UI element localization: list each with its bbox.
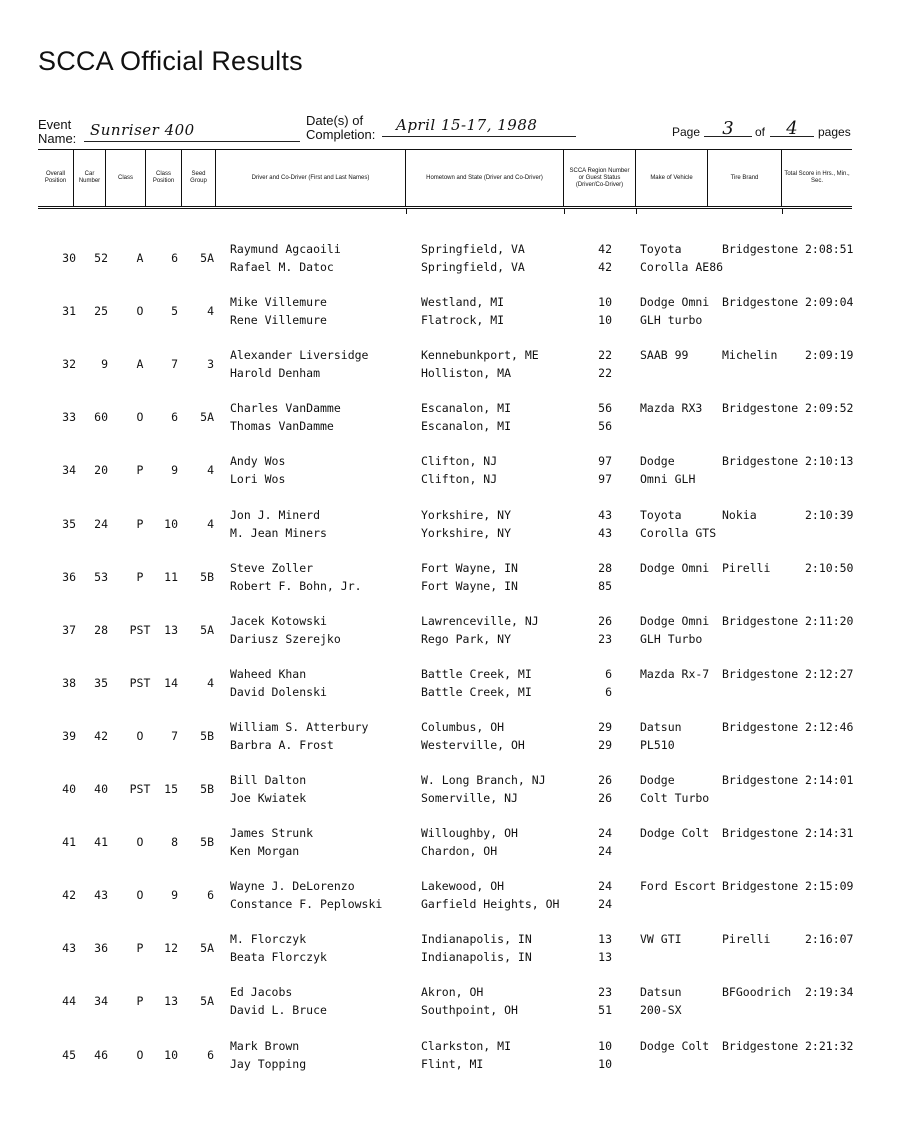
driver-hometown: Fort Wayne, IN: [421, 560, 518, 575]
event-name-field: [84, 123, 300, 142]
co-driver-region: 6: [605, 684, 612, 699]
vehicle-make: Dodge Omni: [640, 560, 710, 575]
seed-group: 5A: [200, 941, 214, 956]
tire-brand: BFGoodrich: [722, 985, 792, 1000]
co-driver-name: Robert F. Bohn, Jr.: [230, 578, 362, 593]
tire-brand: Bridgestone: [722, 719, 799, 734]
class: A: [136, 357, 144, 372]
class-position: 12: [164, 941, 178, 956]
co-driver-region: 10: [598, 313, 612, 328]
driver-region: 56: [598, 401, 612, 416]
total-score: 2:09:04: [805, 295, 854, 310]
driver-region: 97: [598, 454, 612, 469]
driver-region: 22: [598, 348, 612, 363]
co-driver-hometown: Battle Creek, MI: [421, 684, 532, 699]
divider-tick: [406, 208, 407, 214]
table-row: [0, 506, 900, 546]
header-seed-group: Seed Group: [182, 150, 216, 206]
vehicle-make: Ford Escort: [640, 879, 717, 894]
class-position: 14: [164, 675, 178, 690]
driver-hometown: Escanalon, MI: [421, 401, 512, 416]
vehicle-make: Datsun: [640, 985, 682, 1000]
driver-name: Steve Zoller: [230, 560, 314, 575]
table-row: [0, 559, 900, 599]
table-row: [0, 612, 900, 652]
vehicle-make: Dodge Omni: [640, 613, 710, 628]
tire-brand: Nokia: [722, 507, 757, 522]
vehicle-make: VW GTI: [640, 932, 682, 947]
co-driver-hometown: Westerville, OH: [421, 737, 525, 752]
driver-hometown: W. Long Branch, NJ: [421, 773, 546, 787]
class-position: 13: [164, 622, 178, 637]
driver-name: M. Florczyk: [230, 932, 307, 947]
page-title: SCCA Official Results: [38, 46, 303, 76]
vehicle-model: GLH turbo: [640, 313, 703, 328]
overall-position: 43: [62, 941, 76, 956]
header-make: Make of Vehicle: [636, 150, 708, 206]
driver-name: Alexander Liversidge: [230, 348, 369, 363]
driver-hometown: Akron, OH: [421, 985, 484, 1000]
class-position: 9: [171, 888, 178, 903]
co-driver-hometown: Garfield Heights, OH: [421, 897, 560, 912]
co-driver-region: 97: [598, 472, 612, 487]
header-region: SCCA Region Number or Guest Status (Driver/Co-Driver): [564, 150, 636, 206]
vehicle-model: PL510: [640, 737, 675, 752]
driver-hometown: Springfield, VA: [421, 242, 525, 256]
total-score: 2:16:07: [805, 932, 854, 947]
seed-group: 6: [207, 1047, 214, 1062]
driver-region: 10: [598, 1038, 612, 1053]
vehicle-make: Dodge: [640, 773, 675, 787]
class: P: [136, 516, 144, 531]
vehicle-model: 200-SX: [640, 1003, 682, 1018]
class: P: [136, 994, 144, 1009]
co-driver-hometown: Escanalon, MI: [421, 419, 512, 434]
overall-position: 31: [62, 304, 76, 319]
class-position: 15: [164, 782, 178, 796]
date-label: Date(s) of Completion:: [306, 113, 376, 142]
driver-region: 26: [598, 773, 612, 787]
table-row: [0, 240, 900, 280]
co-driver-hometown: Somerville, NJ: [421, 791, 518, 805]
overall-position: 32: [62, 357, 76, 372]
class: O: [136, 888, 144, 903]
overall-position: 42: [62, 888, 76, 903]
total-score: 2:08:51: [805, 242, 854, 256]
class-position: 5: [171, 304, 178, 319]
class-position: 7: [171, 728, 178, 743]
co-driver-hometown: Indianapolis, IN: [421, 950, 532, 965]
vehicle-make: Dodge Colt: [640, 1038, 710, 1053]
co-driver-name: Barbra A. Frost: [230, 737, 334, 752]
class: PST: [129, 782, 151, 796]
header-class: Class: [106, 150, 146, 206]
vehicle-model: Corolla AE86: [640, 260, 724, 274]
class: PST: [129, 675, 151, 690]
car-number: 35: [94, 675, 108, 690]
co-driver-region: 24: [598, 897, 612, 912]
class-position: 6: [171, 410, 178, 425]
co-driver-name: Rene Villemure: [230, 313, 327, 328]
class-position: 11: [164, 569, 178, 584]
driver-region: 42: [598, 242, 612, 256]
overall-position: 45: [62, 1047, 76, 1062]
seed-group: 5A: [200, 410, 214, 425]
class-position: 13: [164, 994, 178, 1009]
total-score: 2:14:31: [805, 826, 854, 841]
car-number: 34: [94, 994, 108, 1009]
seed-group: 3: [207, 357, 214, 372]
co-driver-name: David Dolenski: [230, 684, 327, 699]
co-driver-region: 85: [598, 578, 612, 593]
driver-name: William S. Atterbury: [230, 719, 369, 734]
vehicle-make: SAAB 99: [640, 348, 689, 363]
table-row: [0, 399, 900, 439]
table-row: [0, 824, 900, 864]
class-position: 9: [171, 463, 178, 478]
co-driver-hometown: Southpoint, OH: [421, 1003, 518, 1018]
driver-hometown: Battle Creek, MI: [421, 666, 532, 681]
tire-brand: Michelin: [722, 348, 778, 363]
tire-brand: Pirelli: [722, 932, 771, 947]
driver-region: 13: [598, 932, 612, 947]
overall-position: 37: [62, 622, 76, 637]
driver-name: Ed Jacobs: [230, 985, 293, 1000]
header-overall-position: Overall Position: [38, 150, 74, 206]
co-driver-region: 29: [598, 737, 612, 752]
page-number: 3: [704, 118, 752, 137]
class: P: [136, 941, 144, 956]
driver-region: 23: [598, 985, 612, 1000]
class-position: 6: [171, 251, 178, 265]
class: P: [136, 569, 144, 584]
seed-group: 5A: [200, 622, 214, 637]
co-driver-hometown: Springfield, VA: [421, 260, 525, 274]
total-score: 2:19:34: [805, 985, 854, 1000]
class: O: [136, 835, 144, 850]
co-driver-name: M. Jean Miners: [230, 525, 327, 540]
car-number: 36: [94, 941, 108, 956]
driver-hometown: Willoughby, OH: [421, 826, 518, 841]
total-score: 2:09:52: [805, 401, 854, 416]
class: P: [136, 463, 144, 478]
table-row: [0, 452, 900, 492]
driver-name: Jacek Kotowski: [230, 613, 327, 628]
header-hometown: Hometown and State (Driver and Co-Driver): [406, 150, 564, 206]
vehicle-make: Dodge Omni: [640, 295, 710, 310]
total-score: 2:09:19: [805, 348, 854, 363]
total-score: 2:10:13: [805, 454, 854, 469]
co-driver-name: Constance F. Peplowski: [230, 897, 383, 912]
driver-region: 24: [598, 879, 612, 894]
driver-region: 28: [598, 560, 612, 575]
total-score: 2:14:01: [805, 773, 854, 787]
vehicle-make: Dodge: [640, 454, 675, 469]
header-driver: Driver and Co-Driver (First and Last Names): [216, 150, 406, 206]
class: O: [136, 728, 144, 743]
overall-position: 34: [62, 463, 76, 478]
co-driver-name: Rafael M. Datoc: [230, 260, 334, 274]
total-score: 2:10:50: [805, 560, 854, 575]
tire-brand: Bridgestone: [722, 666, 799, 681]
driver-name: Charles VanDamme: [230, 401, 341, 416]
header-divider: [38, 208, 852, 209]
class: O: [136, 304, 144, 319]
table-row: [0, 718, 900, 758]
co-driver-region: 51: [598, 1003, 612, 1018]
overall-position: 30: [62, 251, 76, 265]
table-row: [0, 293, 900, 333]
co-driver-region: 22: [598, 366, 612, 381]
car-number: 43: [94, 888, 108, 903]
car-number: 25: [94, 304, 108, 319]
seed-group: 4: [207, 304, 214, 319]
tire-brand: Bridgestone: [722, 242, 799, 256]
table-header: [38, 149, 852, 207]
page-label: Page: [672, 125, 701, 139]
driver-name: Andy Wos: [230, 454, 286, 469]
tire-brand: Bridgestone: [722, 613, 799, 628]
seed-group: 5A: [200, 251, 214, 265]
tire-brand: Bridgestone: [722, 1038, 799, 1053]
co-driver-name: Lori Wos: [230, 472, 286, 487]
table-row: [0, 771, 900, 811]
co-driver-name: Jay Topping: [230, 1056, 307, 1071]
co-driver-name: Joe Kwiatek: [230, 791, 307, 805]
class: O: [136, 410, 144, 425]
car-number: 41: [94, 835, 108, 850]
of-label: of: [755, 125, 766, 139]
car-number: 28: [94, 622, 108, 637]
class-position: 7: [171, 357, 178, 372]
driver-hometown: Clifton, NJ: [421, 454, 498, 469]
seed-group: 5A: [200, 994, 214, 1009]
tire-brand: Bridgestone: [722, 454, 799, 469]
co-driver-hometown: Rego Park, NY: [421, 631, 512, 646]
class: A: [136, 251, 144, 265]
class-position: 8: [171, 835, 178, 850]
table-row: [0, 346, 900, 386]
seed-group: 5B: [200, 728, 214, 743]
vehicle-make: Dodge Colt: [640, 826, 710, 841]
date-field: [382, 118, 576, 137]
total-score: 2:21:32: [805, 1038, 854, 1053]
total-pages: 4: [770, 118, 814, 137]
table-row: [0, 930, 900, 970]
vehicle-model: Omni GLH: [640, 472, 696, 487]
co-driver-region: 13: [598, 950, 612, 965]
driver-hometown: Lakewood, OH: [421, 879, 505, 894]
co-driver-region: 43: [598, 525, 612, 540]
car-number: 9: [101, 357, 108, 372]
driver-name: Bill Dalton: [230, 773, 307, 787]
pages-label: pages: [818, 125, 851, 139]
overall-position: 33: [62, 410, 76, 425]
tire-brand: Bridgestone: [722, 773, 799, 787]
co-driver-region: 42: [598, 260, 612, 274]
co-driver-region: 26: [598, 791, 612, 805]
header-car-number: Car Number: [74, 150, 106, 206]
seed-group: 4: [207, 516, 214, 531]
driver-region: 43: [598, 507, 612, 522]
divider-tick: [782, 208, 783, 214]
class-position: 10: [164, 1047, 178, 1062]
vehicle-model: Colt Turbo: [640, 791, 710, 805]
driver-region: 24: [598, 826, 612, 841]
overall-position: 36: [62, 569, 76, 584]
event-name-value: Sunriser 400: [90, 121, 195, 139]
overall-position: 35: [62, 516, 76, 531]
vehicle-make: Mazda RX3: [640, 401, 703, 416]
table-row: [0, 1037, 900, 1077]
co-driver-hometown: Flatrock, MI: [421, 313, 505, 328]
co-driver-hometown: Fort Wayne, IN: [421, 578, 518, 593]
divider-tick: [636, 208, 637, 214]
driver-hometown: Lawrenceville, NJ: [421, 613, 539, 628]
driver-name: Mike Villemure: [230, 295, 327, 310]
driver-name: Raymund Agcaoili: [230, 242, 341, 256]
driver-name: Jon J. Minerd: [230, 507, 321, 522]
car-number: 46: [94, 1047, 108, 1062]
co-driver-name: Thomas VanDamme: [230, 419, 334, 434]
driver-region: 29: [598, 719, 612, 734]
co-driver-region: 24: [598, 844, 612, 859]
class: PST: [129, 622, 151, 637]
vehicle-model: GLH Turbo: [640, 631, 703, 646]
co-driver-name: Harold Denham: [230, 366, 321, 381]
table-row: [0, 877, 900, 917]
car-number: 20: [94, 463, 108, 478]
co-driver-hometown: Holliston, MA: [421, 366, 512, 381]
vehicle-make: Toyota: [640, 242, 682, 256]
vehicle-make: Datsun: [640, 719, 682, 734]
co-driver-region: 10: [598, 1056, 612, 1071]
seed-group: 6: [207, 888, 214, 903]
total-score: 2:10:39: [805, 507, 854, 522]
tire-brand: Bridgestone: [722, 295, 799, 310]
driver-hometown: Yorkshire, NY: [421, 507, 512, 522]
divider-tick: [564, 208, 565, 214]
co-driver-hometown: Yorkshire, NY: [421, 525, 512, 540]
driver-hometown: Kennebunkport, ME: [421, 348, 539, 363]
co-driver-hometown: Chardon, OH: [421, 844, 498, 859]
overall-position: 39: [62, 728, 76, 743]
total-score: 2:12:27: [805, 666, 854, 681]
vehicle-model: Corolla GTS: [640, 525, 717, 540]
table-row: [0, 983, 900, 1023]
driver-hometown: Columbus, OH: [421, 719, 505, 734]
class: O: [136, 1047, 144, 1062]
co-driver-name: Beata Florczyk: [230, 950, 327, 965]
driver-region: 26: [598, 613, 612, 628]
tire-brand: Bridgestone: [722, 879, 799, 894]
overall-position: 40: [62, 782, 76, 796]
header-total-score: Total Score in Hrs., Min., Sec.: [784, 171, 850, 184]
driver-hometown: Westland, MI: [421, 295, 505, 310]
car-number: 40: [94, 782, 108, 796]
car-number: 24: [94, 516, 108, 531]
driver-name: Wayne J. DeLorenzo: [230, 879, 355, 894]
total-score: 2:11:20: [805, 613, 854, 628]
driver-hometown: Indianapolis, IN: [421, 932, 532, 947]
class-position: 10: [164, 516, 178, 531]
header-tire: Tire Brand: [708, 150, 782, 206]
vehicle-make: Mazda Rx-7: [640, 666, 710, 681]
seed-group: 5B: [200, 569, 214, 584]
overall-position: 41: [62, 835, 76, 850]
car-number: 42: [94, 728, 108, 743]
car-number: 52: [94, 251, 108, 265]
tire-brand: Bridgestone: [722, 826, 799, 841]
driver-name: Waheed Khan: [230, 666, 307, 681]
overall-position: 38: [62, 675, 76, 690]
tire-brand: Pirelli: [722, 560, 771, 575]
seed-group: 5B: [200, 835, 214, 850]
total-score: 2:15:09: [805, 879, 854, 894]
overall-position: 44: [62, 994, 76, 1009]
co-driver-region: 23: [598, 631, 612, 646]
driver-name: Mark Brown: [230, 1038, 300, 1053]
co-driver-name: David L. Bruce: [230, 1003, 327, 1018]
seed-group: 4: [207, 675, 214, 690]
header-class-position: Class Position: [146, 150, 182, 206]
car-number: 60: [94, 410, 108, 425]
seed-group: 4: [207, 463, 214, 478]
seed-group: 5B: [200, 782, 214, 796]
driver-region: 10: [598, 295, 612, 310]
driver-hometown: Clarkston, MI: [421, 1038, 512, 1053]
tire-brand: Bridgestone: [722, 401, 799, 416]
driver-name: James Strunk: [230, 826, 314, 841]
table-row: [0, 665, 900, 705]
co-driver-name: Dariusz Szerejko: [230, 631, 341, 646]
total-score: 2:12:46: [805, 719, 854, 734]
co-driver-hometown: Clifton, NJ: [421, 472, 498, 487]
vehicle-make: Toyota: [640, 507, 682, 522]
co-driver-region: 56: [598, 419, 612, 434]
driver-region: 6: [605, 666, 612, 681]
car-number: 53: [94, 569, 108, 584]
co-driver-hometown: Flint, MI: [421, 1056, 484, 1071]
co-driver-name: Ken Morgan: [230, 844, 300, 859]
date-value: April 15-17, 1988: [396, 116, 538, 134]
event-name-label: Event Name:: [38, 117, 77, 146]
